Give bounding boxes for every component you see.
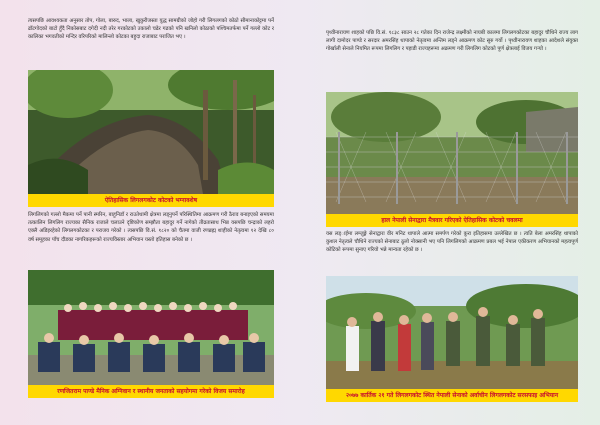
left-paragraph-1: त्यसपछि आवश्यकता अनुसार तोप, गोला, बारुद, भाला, खुकुरीजस्ता युद्ध सामग्रीको जोहो गरी लिगलगको कोठो सीमानाकोट्टमा पर्ने ढाँटगोदको बाटो हुँदै निकोसबाट दगेदी नदी तरेर गरकोटको उकालो चढेर गढको पनि खनिलो कोठाको पश्चिमतर्फमा पर्ने गल्लो कोट र कालिका भगवतीको मन्दिर वरिपरिको मालिन्लो कोटका बहुदा राजाबाट पराजित भए । — [28, 18, 274, 41]
fort-ruins-photo — [28, 70, 274, 194]
right-page — [300, 0, 600, 425]
cleanup-campaign-photo — [326, 276, 578, 389]
left-paragraph-2: लिगलिगको गल्लो मैकमा पर्ने पानी स्मरिन, बाहुनिडाँ र राउतेथामी क्षेत्रमा लड्नुपर्ने परिस्थितिमा आक्रमण गरी ठैराव बनाइएको समयमा तत्कालिन लिगलिग राज्यका सैनिक राजाले चलाउने दृष्टिकोण सम्झौता बहादुर गर्ने नागेको तीव्रतासाथ भिन्न यसपछि चन्द्राको लहरो एक्लै अडिइरहेको लिगलगकोटका र पराजय गरेको । त्यसपछि वि.सं. १८२० को चैतमा वाजी रणब्रह्म शाहीको नेतृत्वमा १२ देखि ८० वर्ष समूहका पाँच दौडका नागरिकहरूको राज्यविस्तार अभियान यस्तो इतिहास बनेको छ । — [28, 212, 274, 243]
photo-caption-3: हाल नेपाली सेनाद्वारा मैत्रवार गरिएको ऐतिहासिक कोटको चवलमा — [326, 214, 578, 227]
photo-caption-1: ऐतिहासिक लिगलगकोट कोटको भग्नावशेष — [28, 194, 274, 207]
photo-caption-4: २०७७ कार्तिक २१ गते लिगलगकोट स्थित नेपाली सेनाको अर्वाचीन लिगलगकोट सरसफाइ अभियान — [326, 389, 578, 402]
right-paragraph-1: पृथ्वीनारायण शाहको पछि वि.सं. १८३८ साउन २८ गतेका दिन राजेन्द्र लक्ष्मीको नायबी कालमा लिगलगकोटका बहादुर चौथिने राज्य लाग लागी दामोदर पाण्डे र सरदार अमरसिंह थापाको नेतृत्वमा अन्तिम लड्ने आक्रमण कोट सुरु गर्यो । पृथ्वीनारायण शाहका आदेशले संयुक्त गोर्खाली सेनाले नियमित रूपमा लिगलिग र पहाडी राज्यहरूमा अक्रमण गरी लिगलिग कोटको पूर्ण क्षेत्रलाई विजय गर्‍यो । — [326, 30, 578, 53]
group-photo — [28, 270, 274, 385]
right-paragraph-2: यस लड्ाईमा लम्जुङ्गे सेनाद्वारा वीर मनिट थापाले आत्मा समर्पण गरेको कुरा इतिहासमा उल्लेखित छ । त्यति बेला अमरसिंह थापाको कुशल नेतृत्वले चौथिने राज्यको सेनाबाट ठूलो नोक्सानी भए पनि लिगलिगको आक्रमण प्रबल भई नेपाल एकीकरण अभियानको महत्वपूर्ण कोटिको रूपमा सुनाए गरियो भन्ने मान्यता रहेको छ । — [326, 231, 578, 254]
fenced-fort-photo — [326, 92, 578, 214]
photo-caption-2: रणजितराम पाण्डे मैनिक अग्निवान र स्थानीय जनताको सहयोगमा गरेको विजय समारोह — [28, 385, 274, 398]
